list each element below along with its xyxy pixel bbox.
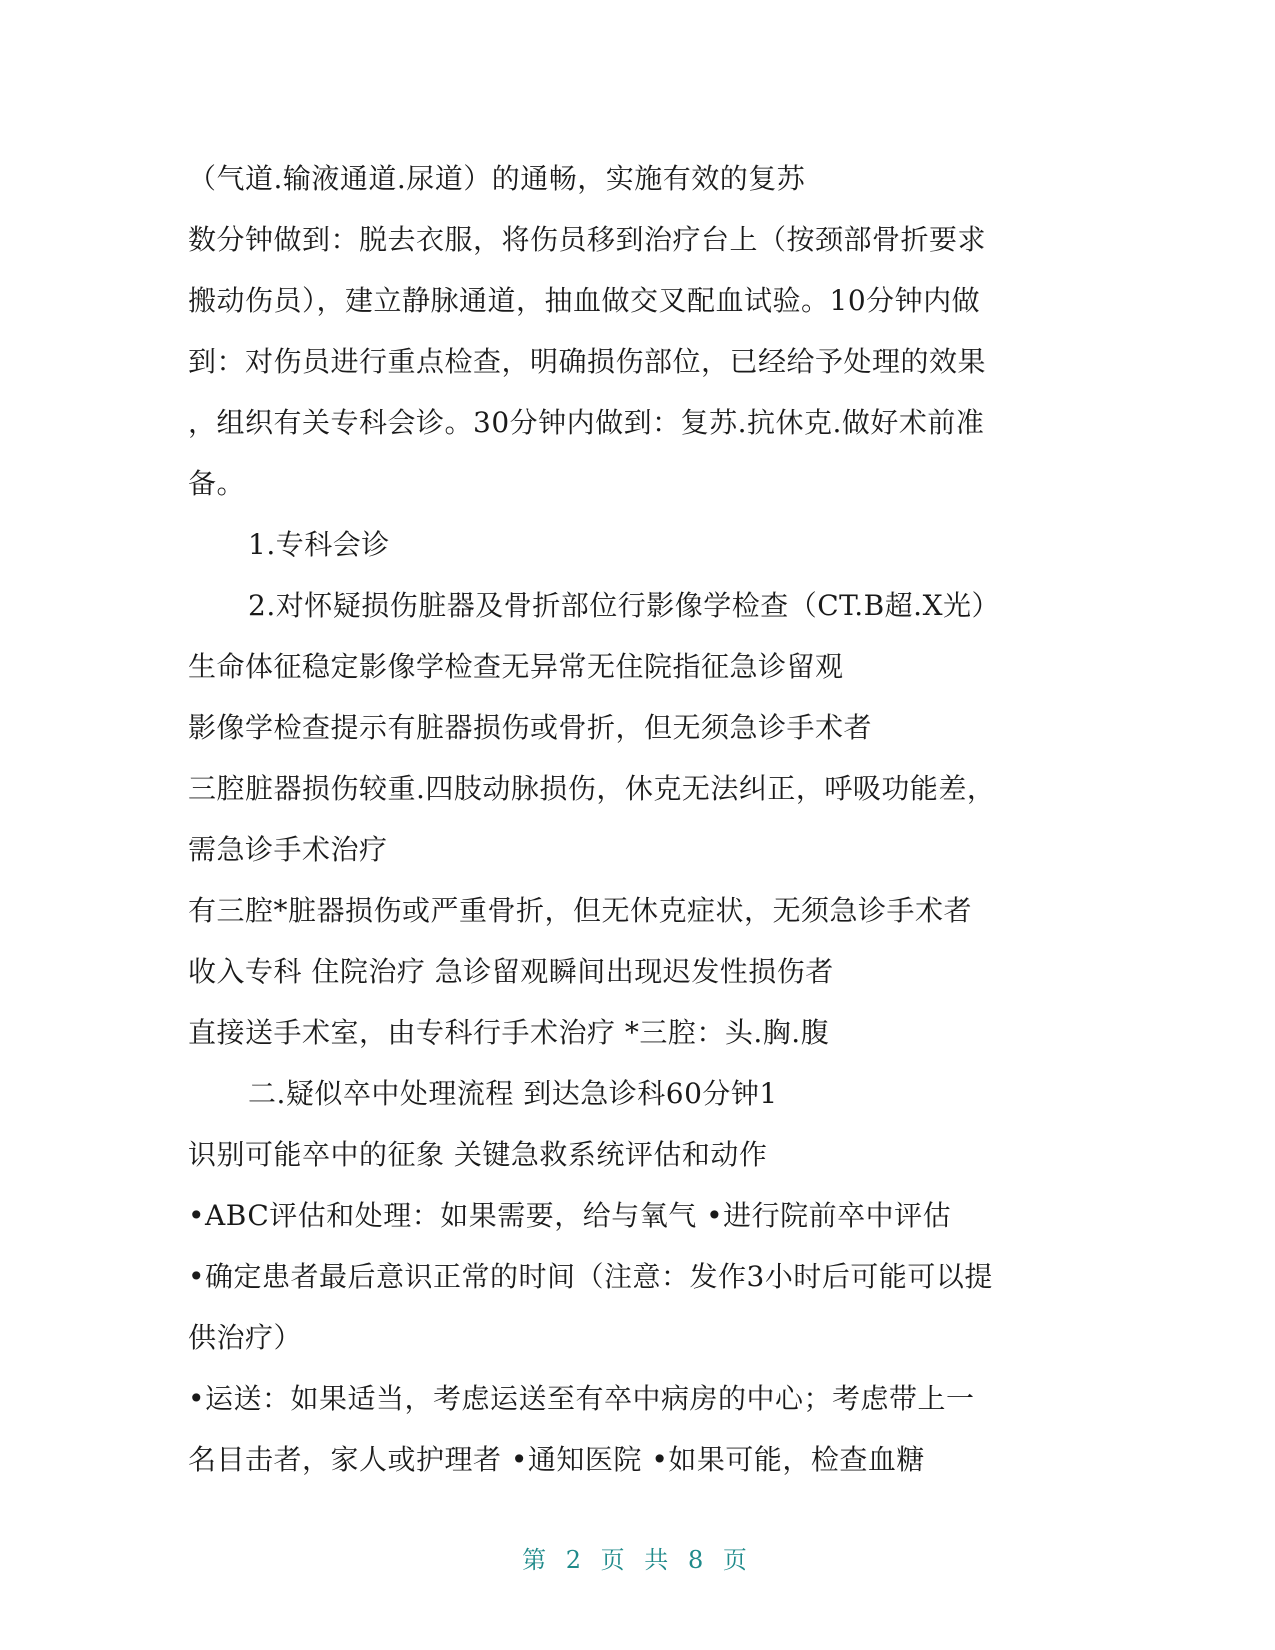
text-line: 需急诊手术治疗: [188, 833, 388, 866]
text-line: 有三腔*脏器损伤或严重骨折，但无休克症状，无须急诊手术者: [188, 894, 973, 927]
bullet-line: •ABC评估和处理：如果需要，给与氧气 •进行院前卒中评估: [188, 1199, 952, 1232]
text-line: ，组织有关专科会诊。30分钟内做到：复苏.抗休克.做好术前准: [188, 406, 985, 439]
text-line: 备。: [188, 467, 246, 500]
text-line: 收入专科 住院治疗 急诊留观瞬间出现迟发性损伤者: [188, 955, 834, 988]
text-line: 数分钟做到：脱去衣服，将伤员移到治疗台上（按颈部骨折要求: [188, 223, 987, 256]
text-line: 识别可能卒中的征象 关键急救系统评估和动作: [188, 1138, 768, 1171]
text-line: 三腔脏器损伤较重.四肢动脉损伤，休克无法纠正，呼吸功能差，: [188, 772, 996, 805]
list-item: 1.专科会诊: [248, 528, 390, 561]
document-body: [188, 148, 1088, 1490]
list-item: 2.对怀疑损伤脏器及骨折部位行影像学检查（CT.B超.X光）: [248, 589, 1001, 622]
bullet-line: •确定患者最后意识正常的时间（注意：发作3小时后可能可以提: [188, 1260, 993, 1293]
text-line: 供治疗）: [188, 1321, 303, 1354]
section-heading: 二.疑似卒中处理流程 到达急诊科60分钟1: [248, 1077, 778, 1110]
text-line: 生命体征稳定影像学检查无异常无住院指征急诊留观: [188, 650, 844, 683]
page-number-footer: 第 2 页 共 8 页: [522, 1546, 753, 1574]
bullet-line: •运送：如果适当，考虑运送至有卒中病房的中心；考虑带上一: [188, 1382, 975, 1415]
text-line: （气道.输液通道.尿道）的通畅，实施有效的复苏: [188, 162, 806, 195]
text-line: 搬动伤员），建立静脉通道，抽血做交叉配血试验。10分钟内做: [188, 284, 981, 317]
text-line: 影像学检查提示有脏器损伤或骨折，但无须急诊手术者: [188, 711, 873, 744]
text-line: 到：对伤员进行重点检查，明确损伤部位，已经给予处理的效果: [188, 345, 987, 378]
text-line: 直接送手术室，由专科行手术治疗 *三腔：头.胸.腹: [188, 1016, 830, 1049]
text-line: 名目击者，家人或护理者 •通知医院 •如果可能，检查血糖: [188, 1443, 925, 1476]
